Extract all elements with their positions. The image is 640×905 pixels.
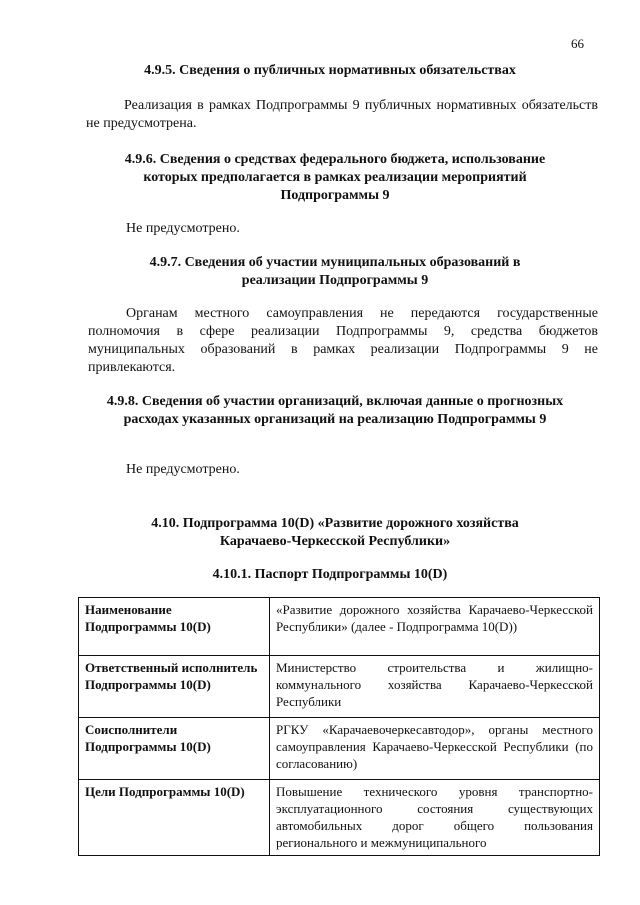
row-value: Повышение технического уровня транспортно-эксплуатационного состояния существующих автомобильных дорог общего пользования регионального и межмуниципального <box>270 780 600 856</box>
table-row <box>79 598 600 656</box>
table-row <box>79 780 600 856</box>
section-heading-4-9-8: 4.9.8. Сведения об участии организаций, включая данные о прогнозных расходах указанных организаций на реализацию Подпрограммы 9 <box>106 394 564 427</box>
row-value: Министерство строительства и жилищно-коммунального хозяйства Карачаево-Черкесской Республики <box>270 656 600 718</box>
passport-table <box>78 597 600 856</box>
table-row <box>79 718 600 780</box>
passport-heading: 4.10.1. Паспорт Подпрограммы 10(D) <box>212 567 448 582</box>
section-heading-4-9-5: 4.9.5. Сведения о публичных нормативных обязательствах <box>144 63 516 78</box>
row-label: Ответственный исполнитель Подпрограммы 10(D) <box>79 656 270 718</box>
section-text-4-9-8: Не предусмотрено. <box>126 462 240 477</box>
section-text-4-9-7: Органам местного самоуправления не передаются государственные полномочия в сфере реализации Подпрограммы 9, средства бюджетов муниципальных образований в рамках реализации Подпрограммы 9 не привлекаются. <box>88 306 598 375</box>
page-number: 66 <box>571 36 584 51</box>
row-value: «Развитие дорожного хозяйства Карачаево-Черкесской Республики» (далее - Подпрограмма 10(D)) <box>270 598 600 656</box>
section-heading-4-9-6: 4.9.6. Сведения о средствах федерального бюджета, использование которых предполагается в рамках реализации мероприятий Подпрограммы 9 <box>124 152 546 203</box>
row-label: Цели Подпрограммы 10(D) <box>79 780 270 856</box>
section-text-4-9-6: Не предусмотрено. <box>126 221 240 236</box>
row-value: РГКУ «Карачаевочеркесавтодор», органы местного самоуправления Карачаево-Черкесской Республики (по согласованию) <box>270 718 600 780</box>
table-row <box>79 656 600 718</box>
subprogram-heading: 4.10. Подпрограмма 10(D) «Развитие дорожного хозяйства Карачаево-Черкесской Республики» <box>151 516 519 549</box>
section-heading-4-9-7: 4.9.7. Сведения об участии муниципальных образований в реализации Подпрограммы 9 <box>149 255 521 288</box>
row-label: Наименование Подпрограммы 10(D) <box>79 598 270 656</box>
section-text-4-9-5: Реализация в рамках Подпрограммы 9 публичных нормативных обязательств не предусмотрена. <box>86 98 598 131</box>
row-label: Соисполнители Подпрограммы 10(D) <box>79 718 270 780</box>
